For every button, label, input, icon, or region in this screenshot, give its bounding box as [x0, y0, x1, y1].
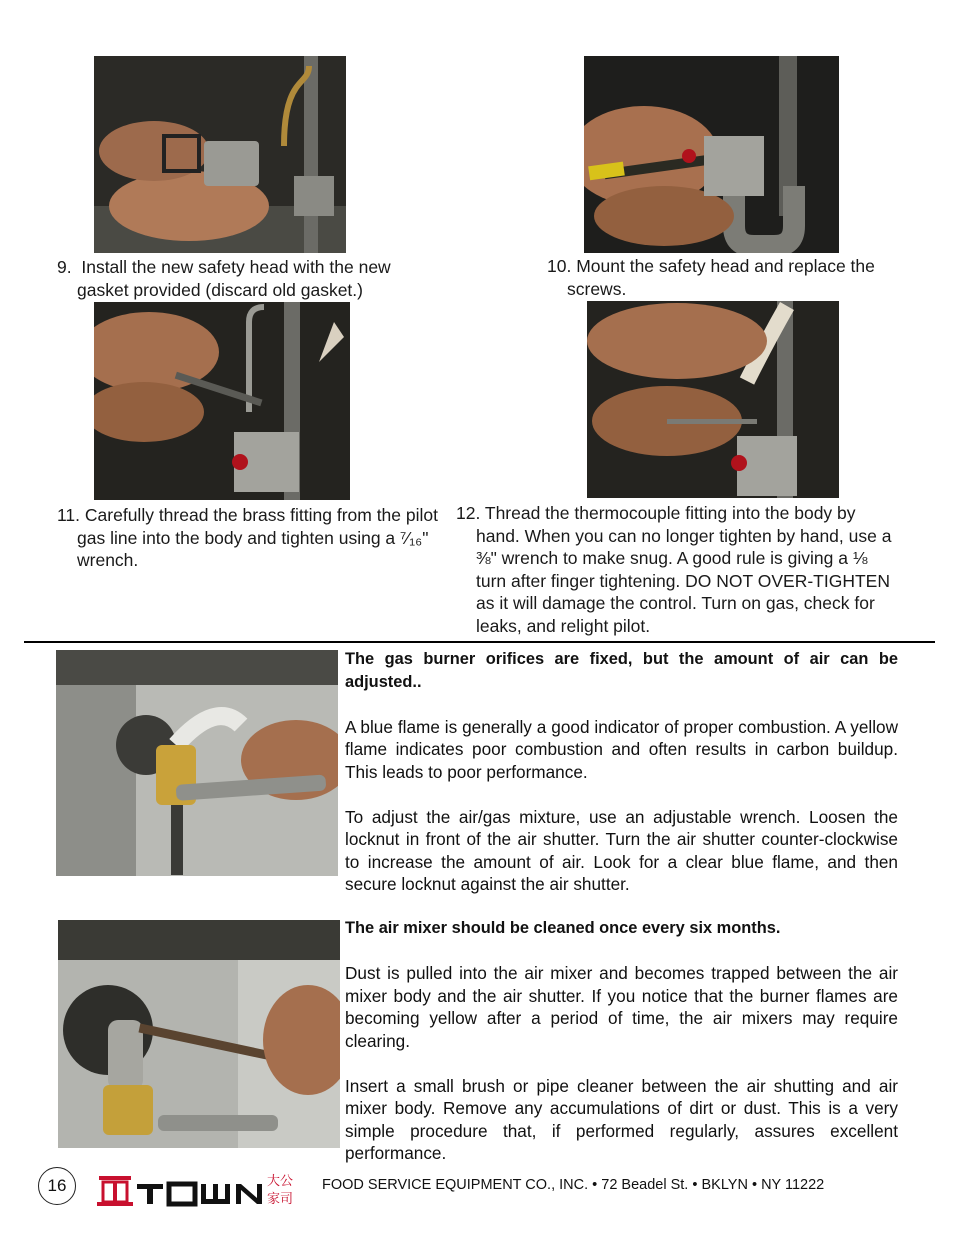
- air-mixer-para1: Dust is pulled into the air mixer and becomes trapped between the air mixer body and the air shutter. If you notice that the burner flames are becoming yellow after a period of time, the air mixers may require clearing.: [345, 963, 898, 1051]
- photo-step-10: [584, 56, 839, 253]
- step-9-number: 9.: [57, 257, 72, 277]
- caption-step-10: [547, 255, 907, 300]
- step-10-number: 10.: [547, 256, 572, 276]
- air-adjust-section: [345, 648, 898, 918]
- photo-air-shutter-adjust: [56, 650, 338, 876]
- air-adjust-para2: To adjust the air/gas mixture, use an adjustable wrench. Loosen the locknut in front of the air shutter. Turn the air shutter counter-clockwise to increase the amount of air. Look for a clear blue flame, and then secure locknut against the air shutter.: [345, 806, 898, 894]
- air-adjust-heading: The gas burner orifices are fixed, but the amount of air can be adjusted..: [345, 650, 898, 691]
- section-divider: [24, 641, 935, 643]
- step-12-text: Thread the thermocouple fitting into the body by hand. When you can no longer tighten by hand, use a ⅜" wrench to make snug. A good rule is giving a ⅛ turn after finger tightening. DO NOT OVER-TIGHTEN as it will damage the control. Turn on gas, check for leaks, and relight pilot.: [476, 503, 892, 636]
- step-10-text: Mount the safety head and replace the screws.: [567, 256, 875, 299]
- air-mixer-para2: Insert a small brush or pipe cleaner between the air shutting and air mixer body. Remove any accumulations of dirt or dust. This is a very simple procedure that, if performed regularly, assures excellent performance.: [345, 1075, 898, 1163]
- caption-step-9: [57, 256, 437, 301]
- page-number: 16: [38, 1167, 76, 1205]
- step-12-number: 12.: [456, 503, 481, 523]
- footer-address: FOOD SERVICE EQUIPMENT CO., INC. • 72 Beadel St. • BKLYN • NY 11222: [322, 1177, 825, 1193]
- step-9-text: Install the new safety head with the new gasket provided (discard old gasket.): [77, 257, 391, 300]
- caption-step-12: [456, 502, 898, 637]
- air-adjust-para1: A blue flame is generally a good indicator of proper combustion. A yellow flame indicates poor combustion and often results in carbon buildup. This leads to poor performance.: [345, 716, 898, 782]
- logo-chinese-top: 大公: [267, 1174, 294, 1189]
- air-mixer-section: [345, 917, 898, 1187]
- photo-step-12: [587, 301, 839, 498]
- town-logo: [97, 1170, 307, 1210]
- caption-step-11: [57, 504, 447, 572]
- step-11-number: 11.: [57, 505, 81, 525]
- logo-chinese-bottom: 家司: [267, 1192, 294, 1207]
- photo-air-mixer-clean: [58, 920, 340, 1148]
- step-11-text: Carefully thread the brass fitting from the pilot gas line into the body and tighten using a ⁷⁄₁₆" wrench.: [77, 505, 438, 570]
- photo-step-9: [94, 56, 346, 253]
- photo-step-11: [94, 302, 350, 500]
- air-mixer-heading: The air mixer should be cleaned once every six months.: [345, 919, 781, 937]
